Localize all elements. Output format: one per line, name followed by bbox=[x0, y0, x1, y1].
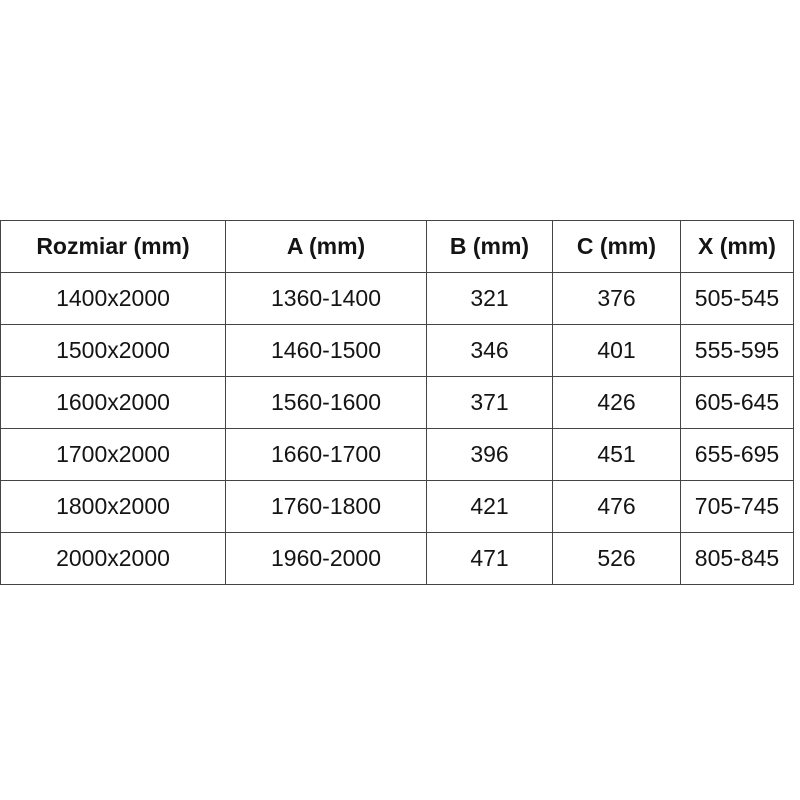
cell-c: 401 bbox=[553, 325, 681, 377]
cell-c: 376 bbox=[553, 273, 681, 325]
cell-c: 526 bbox=[553, 533, 681, 585]
cell-c: 426 bbox=[553, 377, 681, 429]
cell-x: 555-595 bbox=[681, 325, 794, 377]
cell-x: 505-545 bbox=[681, 273, 794, 325]
cell-b: 471 bbox=[427, 533, 553, 585]
cell-b: 321 bbox=[427, 273, 553, 325]
cell-c: 451 bbox=[553, 429, 681, 481]
cell-a: 1760-1800 bbox=[226, 481, 427, 533]
cell-b: 396 bbox=[427, 429, 553, 481]
column-header-x: X (mm) bbox=[681, 221, 794, 273]
table-row bbox=[1, 273, 794, 325]
size-spec-table bbox=[0, 220, 794, 585]
table-row bbox=[1, 429, 794, 481]
cell-x: 705-745 bbox=[681, 481, 794, 533]
cell-b: 421 bbox=[427, 481, 553, 533]
table-row bbox=[1, 325, 794, 377]
cell-x: 605-645 bbox=[681, 377, 794, 429]
table-row bbox=[1, 481, 794, 533]
table-row bbox=[1, 533, 794, 585]
cell-rozmiar: 1800x2000 bbox=[1, 481, 226, 533]
column-header-b: B (mm) bbox=[427, 221, 553, 273]
cell-a: 1360-1400 bbox=[226, 273, 427, 325]
column-header-c: C (mm) bbox=[553, 221, 681, 273]
cell-x: 655-695 bbox=[681, 429, 794, 481]
cell-a: 1960-2000 bbox=[226, 533, 427, 585]
cell-a: 1660-1700 bbox=[226, 429, 427, 481]
column-header-a: A (mm) bbox=[226, 221, 427, 273]
cell-rozmiar: 2000x2000 bbox=[1, 533, 226, 585]
table-header-row bbox=[1, 221, 794, 273]
cell-x: 805-845 bbox=[681, 533, 794, 585]
cell-rozmiar: 1500x2000 bbox=[1, 325, 226, 377]
cell-c: 476 bbox=[553, 481, 681, 533]
column-header-rozmiar: Rozmiar (mm) bbox=[1, 221, 226, 273]
cell-b: 371 bbox=[427, 377, 553, 429]
cell-rozmiar: 1700x2000 bbox=[1, 429, 226, 481]
cell-rozmiar: 1400x2000 bbox=[1, 273, 226, 325]
cell-rozmiar: 1600x2000 bbox=[1, 377, 226, 429]
cell-a: 1560-1600 bbox=[226, 377, 427, 429]
cell-a: 1460-1500 bbox=[226, 325, 427, 377]
table-row bbox=[1, 377, 794, 429]
cell-b: 346 bbox=[427, 325, 553, 377]
